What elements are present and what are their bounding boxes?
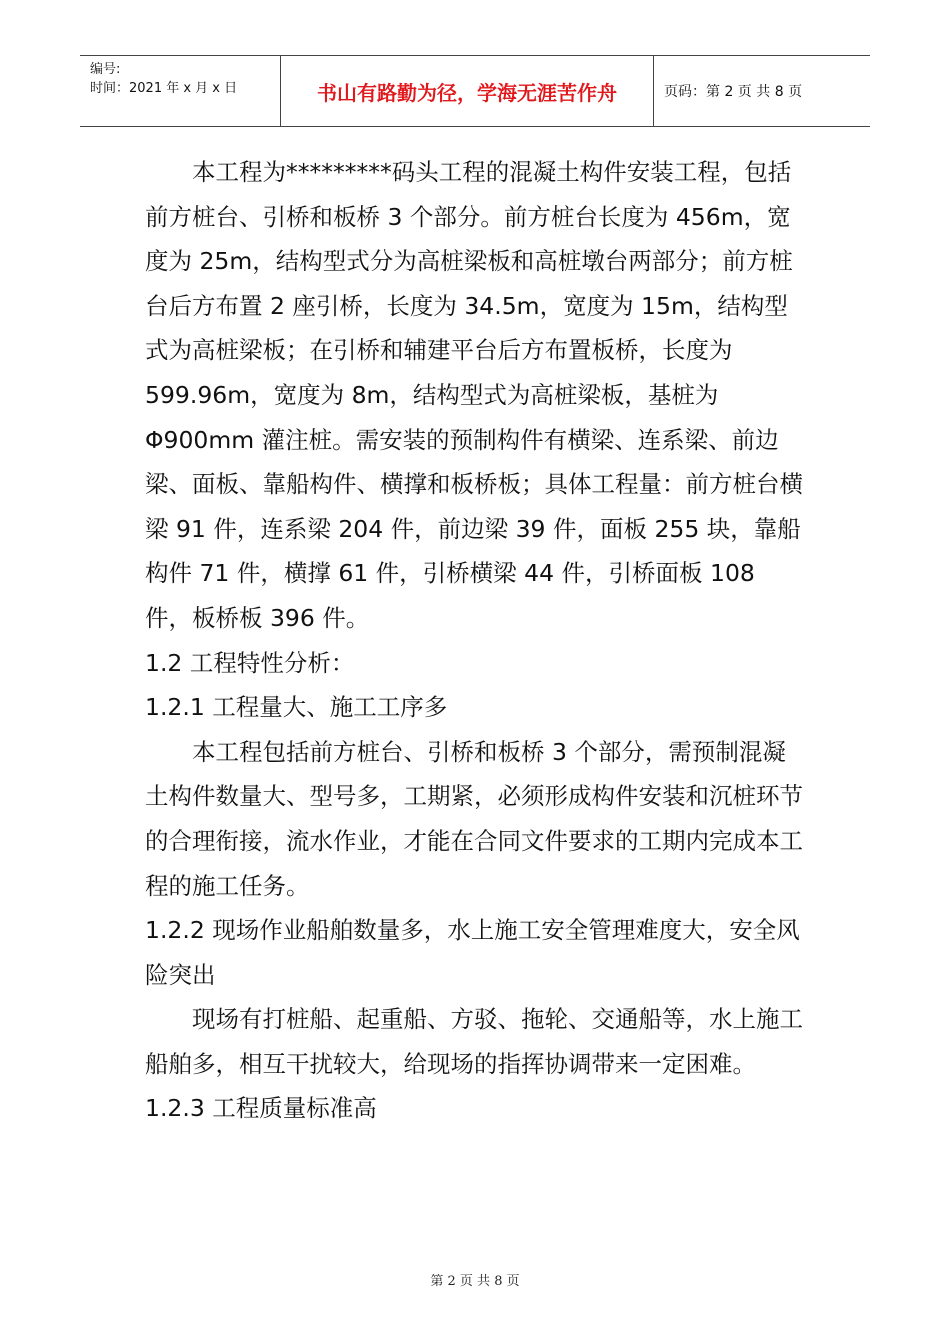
heading-1-2-1: 1.2.1 工程量大、施工工序多 (145, 693, 448, 722)
page-footer: 第 2 页 共 8 页 (430, 1274, 520, 1289)
paragraph-vessels: 现场有打桩船、起重船、方驳、拖轮、交通船等，水上施工船舶多，相互干扰较大，给现场的指挥协调带来一定困难。 (145, 1005, 803, 1078)
document-body (145, 150, 805, 1131)
header-page-info-text: 页码：第 2 页 共 8 页 (664, 84, 803, 100)
document-header (80, 55, 870, 127)
document-date: 时间：2021 年 x 月 x 日 (90, 81, 238, 96)
heading-1-2-2: 1.2.2 现场作业船舶数量多，水上施工安全管理难度大，安全风险突出 (145, 916, 800, 989)
header-meta-cell (80, 56, 281, 126)
heading-1-2-3: 1.2.3 工程质量标准高 (145, 1094, 377, 1123)
header-motto: 书山有路勤为径，学海无涯苦作舟 (281, 56, 654, 126)
heading-1-2: 1.2 工程特性分析： (145, 648, 355, 677)
document-number-label: 编号: (90, 62, 121, 77)
paragraph-project-overview: 本工程为*********码头工程的混凝土构件安装工程，包括前方桩台、引桥和板桥 3 个部分。前方桩台长度为 456m，宽度为 25m，结构型式分为高桩梁板和高桩墩台两部分；前方桩台后方布置 2 座引桥，长度为 34.5m，宽度为 15m，结构型式为高桩梁板；在引桥和辅建平台后方布置板桥，长度为 599.96m，宽度为 8m，结构型式为高桩梁板，基桩为 Φ900mm 灌注桩。需安装的预制构件有横梁、连系梁、前边梁、面板、靠船构件、横撑和板桥板；具体工程量：前方桩台横梁 91 件，连系梁 204 件，前边梁 39 件，面板 255 块，靠船构件 71 件，横撑 61 件，引桥横梁 44 件，引桥面板 108 件，板桥板 396 件。 (145, 158, 803, 632)
header-page-info (664, 56, 869, 126)
paragraph-workload: 本工程包括前方桩台、引桥和板桥 3 个部分，需预制混凝土构件数量大、型号多，工期紧，必须形成构件安装和沉桩环节的合理衔接，流水作业，才能在合同文件要求的工期内完成本工程的施工任务。 (145, 737, 803, 900)
